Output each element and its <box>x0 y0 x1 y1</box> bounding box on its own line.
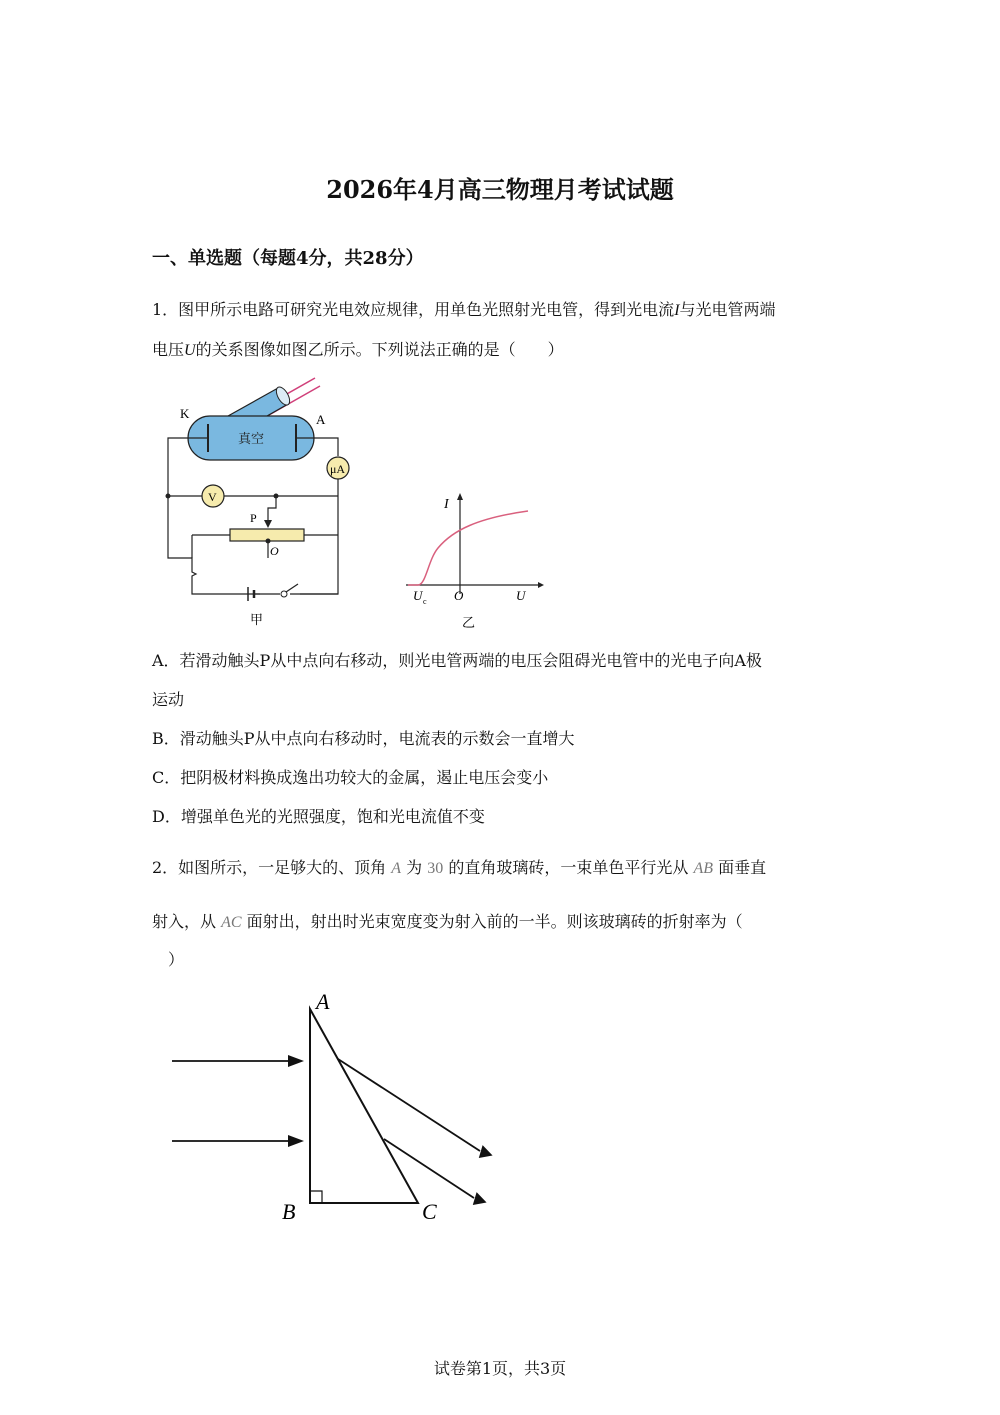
q1-option-d: D．增强单色光的光照强度，饱和光电流值不变 <box>152 807 485 826</box>
q1-text: 电压 <box>152 340 185 359</box>
page-footer: 试卷第1页，共3页 <box>433 1359 567 1378</box>
q2-stem-line2 <box>152 912 743 933</box>
photocurrent-curve <box>408 511 528 585</box>
vertex-b-label: B <box>282 1199 296 1224</box>
q2-var-ab: AB <box>693 860 714 877</box>
q1-option-a-cont: 运动 <box>152 690 185 709</box>
q2-text: 面射出，射出时光束宽度变为射入前的一半。则该玻璃砖的折射率为（ <box>246 912 743 931</box>
slider-wire <box>268 496 276 522</box>
iu-graph <box>398 490 548 635</box>
emergent-ray <box>384 1139 474 1198</box>
section-heading: 一、单选题（每题4分，共28分） <box>152 248 424 269</box>
q2-text: 为 <box>406 858 423 877</box>
caption-yi: 乙 <box>462 615 476 630</box>
q1-var-i: I <box>674 302 680 319</box>
label-uc-sub: c <box>423 597 427 606</box>
q1-text: 与光电管两端 <box>679 300 776 319</box>
q2-stem-line1 <box>152 858 766 879</box>
axis-arrow-icon <box>538 582 544 588</box>
circuit-diagram <box>150 372 370 632</box>
q1-text: 的关系图像如图乙所示。下列说法正确的是（ ） <box>195 340 564 359</box>
label-i: I <box>444 497 449 512</box>
q2-text: 的直角玻璃砖，一束单色平行光从 <box>448 858 689 877</box>
vertex-c-label: C <box>422 1199 437 1224</box>
label-o: O <box>270 544 279 558</box>
ammeter-label: μA <box>330 462 346 476</box>
axis-arrow-icon <box>457 493 463 500</box>
label-uc: U <box>413 588 423 603</box>
label-k: K <box>180 406 190 421</box>
right-triangle-prism <box>310 1009 418 1203</box>
q1-text: 1．图甲所示电路可研究光电效应规律，用单色光照射光电管，得到光电流 <box>152 300 675 319</box>
prism-diagram <box>160 985 510 1225</box>
q2-var-a: A <box>391 860 402 877</box>
arrow-icon <box>288 1135 304 1147</box>
wire <box>168 438 260 594</box>
label-origin: O <box>454 588 464 603</box>
label-a: A <box>316 412 326 427</box>
q1-stem-line2 <box>152 340 564 361</box>
label-u: U <box>516 588 526 603</box>
q1-option-a: A．若滑动触头P从中点向右移动，则光电管两端的电压会阻碍光电管中的光电子向A极 <box>152 651 762 670</box>
voltmeter-label: V <box>208 490 217 504</box>
q2-text: 2．如图所示，一足够大的、顶角 <box>152 858 387 877</box>
emergent-ray <box>338 1059 480 1151</box>
q2-angle-value: 30 <box>427 860 444 877</box>
label-p: P <box>250 511 257 525</box>
right-angle-mark <box>310 1191 322 1203</box>
slider-arrow-icon <box>264 520 272 528</box>
q2-text: 面垂直 <box>718 858 767 877</box>
vertex-a-label: A <box>316 989 330 1014</box>
q1-option-c: C．把阴极材料换成逸出功较大的金属，遏止电压会变小 <box>152 768 549 787</box>
q1-option-b: B．滑动触头P从中点向右移动时，电流表的示数会一直增大 <box>152 729 575 748</box>
tube-label: 真空 <box>238 431 265 446</box>
wire <box>314 438 338 456</box>
page-title: 2026年4月高三物理月考试试题 <box>326 175 674 204</box>
arrow-icon <box>288 1055 304 1067</box>
q2-text: 射入，从 <box>152 912 217 931</box>
q1-var-u: U <box>184 342 196 359</box>
q2-var-ac: AC <box>221 914 242 931</box>
q2-stem-line3: ） <box>168 950 185 969</box>
caption-jia: 甲 <box>250 612 264 627</box>
q1-stem-line1 <box>152 300 776 321</box>
